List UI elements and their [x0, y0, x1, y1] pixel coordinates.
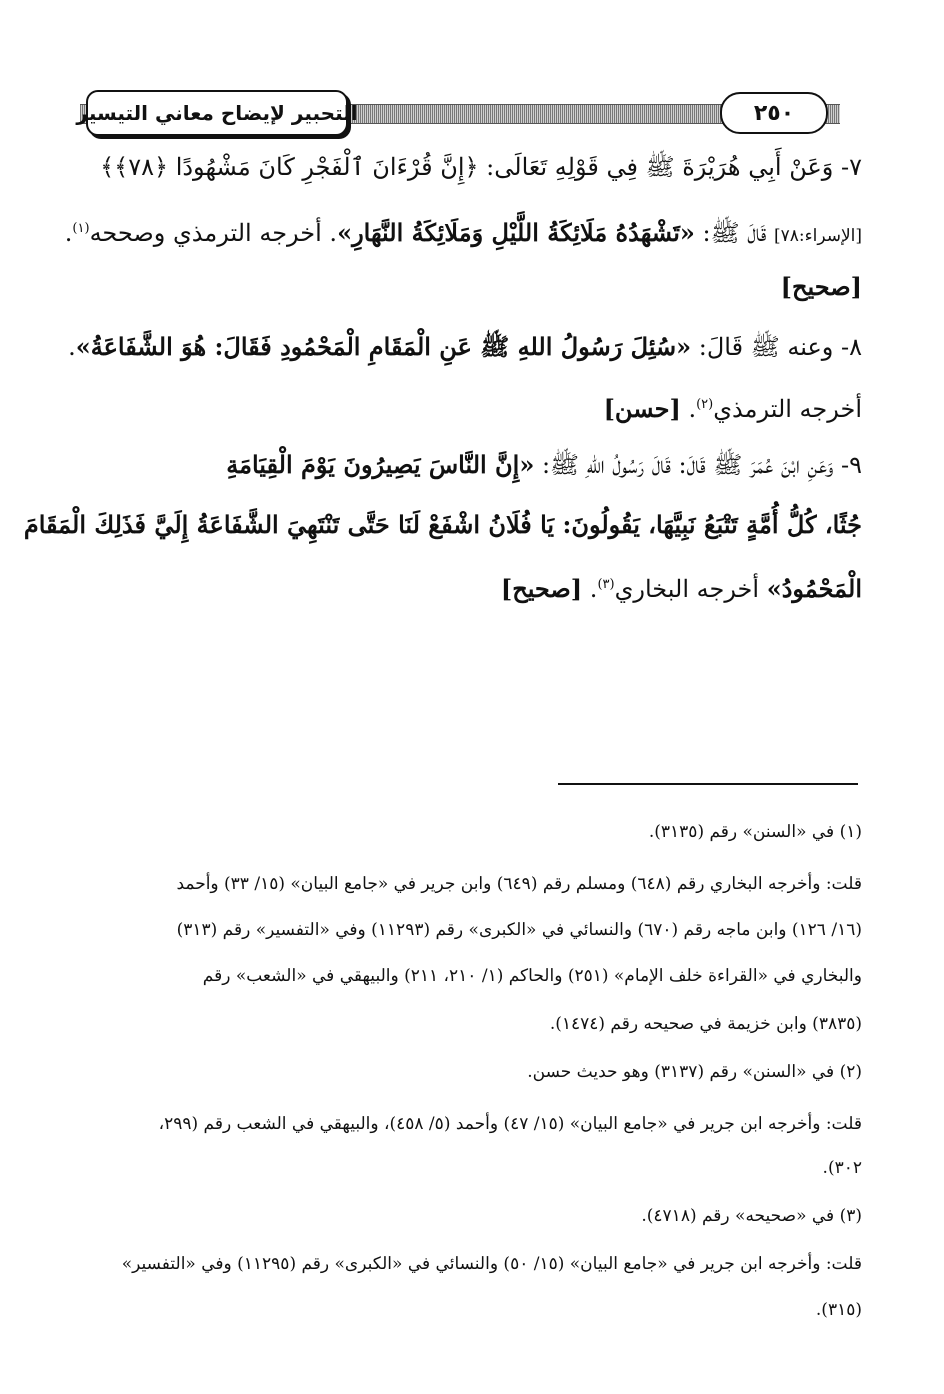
footnote-1-note: والبخاري في «القراءة خلف الإمام» (٢٥١) والحاكم (١/ ٢١٠، ٢١١) والبيهقي في «الشعب» رقم	[202, 966, 862, 986]
header-title-box	[76, 90, 358, 136]
hadith-9-line-2: جُثًا، كُلُّ أُمَّةٍ تَتْبَعُ نَبِيَّهَا، يَقُولُونَ: يَا فُلَانُ اشْفَعْ لَنَا حَتَّى تَنْتَهِيَ الشَّفَاعَةُ إِلَيَّ فَذَلِكَ الْمَقَامَ	[23, 510, 862, 539]
page-number-box	[720, 92, 828, 134]
hadith-7-grade: [صحيح]	[780, 272, 862, 301]
hadith-quote: «سُئِلَ رَسُولُ اللهِ ﷺ عَنِ الْمَقَامِ الْمَحْمُودِ فَقَالَ: هُوَ الشَّفَاعَةُ»	[75, 332, 692, 361]
footnote-2-note: ٣٠٢).	[822, 1158, 862, 1178]
footnote-ref: (١)	[72, 221, 90, 236]
page-number: ٢٥٠	[753, 100, 795, 126]
footnote-2: (٢) في «السنن» رقم (٣١٣٧) وهو حديث حسن.	[527, 1062, 862, 1082]
hadith-quote: الْمَحْمُودُ»	[766, 574, 862, 603]
hadith-7-line-2: [الإسراء:٧٨] قَالَ ﷺ: «تَشْهَدُهُ مَلَائِكَةُ اللَّيْلِ وَمَلَائِكَةُ النَّهَارِ». أخرجه الترمذي وصححه$^{(١)}$.	[64, 218, 862, 247]
hadith-9-line-3: الْمَحْمُودُ» أخرجه البخاري$^{(٣)}$. [صحيح]	[500, 574, 862, 603]
footnote-2-note: قلت: وأخرجه ابن جرير في «جامع البيان» (١٥/ ٤٧) وأحمد (٥/ ٤٥٨)، والبيهقي في الشعب رقم (٢٩٩،	[158, 1114, 862, 1134]
footnote-3-note: (٣١٥).	[815, 1300, 862, 1320]
footnote-ref: (٢)	[696, 397, 714, 412]
hadith-grade: [حسن]	[603, 394, 681, 423]
hadith-8-line-2: أخرجه الترمذي$^{(٢)}$. [حسن]	[603, 394, 862, 423]
quran-reference: [الإسراء:٧٨]	[773, 226, 862, 246]
footnote-1-note: (١٦/ ١٢٦) وابن ماجه رقم (٦٧٠) والنسائي في «الكبرى» رقم (١١٢٩٣) وفي «التفسير» رقم (٣١٣)	[176, 920, 862, 940]
hadith-7-line-1: ٧- وَعَنْ أَبِي هُرَيْرَةَ ﷺ فِي قَوْلِهِ تَعَالَى: ﴿إِنَّ قُرْءَانَ ٱلْفَجْرِ كَانَ مَشْهُودًا ﴿٧٨﴾﴾	[100, 153, 862, 181]
hadith-quote: «إِنَّ النَّاسَ يَصِيرُونَ يَوْمَ الْقِيَامَةِ	[226, 450, 535, 479]
hadith-quote: «تَشْهَدُهُ مَلَائِكَةُ اللَّيْلِ وَمَلَائِكَةُ النَّهَارِ»	[337, 218, 695, 247]
footnote-ref: (٣)	[597, 577, 615, 592]
footnote-3: (٣) في «صحيحه» رقم (٤٧١٨).	[641, 1206, 862, 1226]
hadith-8-line-1: ٨- وعنه ﷺ قَالَ: «سُئِلَ رَسُولُ اللهِ ﷺ عَنِ الْمَقَامِ الْمَحْمُودِ فَقَالَ: هُوَ الشَّفَاعَةُ».	[68, 332, 862, 361]
footnote-1-note: (٣٨٣٥) وابن خزيمة في صحيحه رقم (١٤٧٤).	[549, 1014, 862, 1034]
footnote-1-note: قلت: وأخرجه البخاري رقم (٦٤٨) ومسلم رقم (٦٤٩) وابن جرير في «جامع البيان» (١٥/ ٣٣) وأحمد	[176, 874, 862, 894]
book-title: التحبير لإيضاح معاني التيسير	[76, 101, 358, 125]
footnote-3-note: قلت: وأخرجه ابن جرير في «جامع البيان» (١٥/ ٥٠) والنسائي في «الكبرى» رقم (١١٢٩٥) وفي «التفسير»	[121, 1254, 862, 1274]
hadith-grade: [صحيح]	[500, 574, 583, 603]
footnote-1: (١) في «السنن» رقم (٣١٣٥).	[648, 822, 862, 842]
footnote-separator	[558, 783, 858, 785]
hadith-9-line-1: ٩- وَعَنِ ابْنَ عُمَرَ ﷺ قَالَ: قَالَ رَسُولُ اللهِ ﷺ: «إِنَّ النَّاسَ يَصِيرُونَ يَوْمَ الْقِيَامَةِ	[226, 450, 862, 479]
page-header	[76, 86, 840, 140]
